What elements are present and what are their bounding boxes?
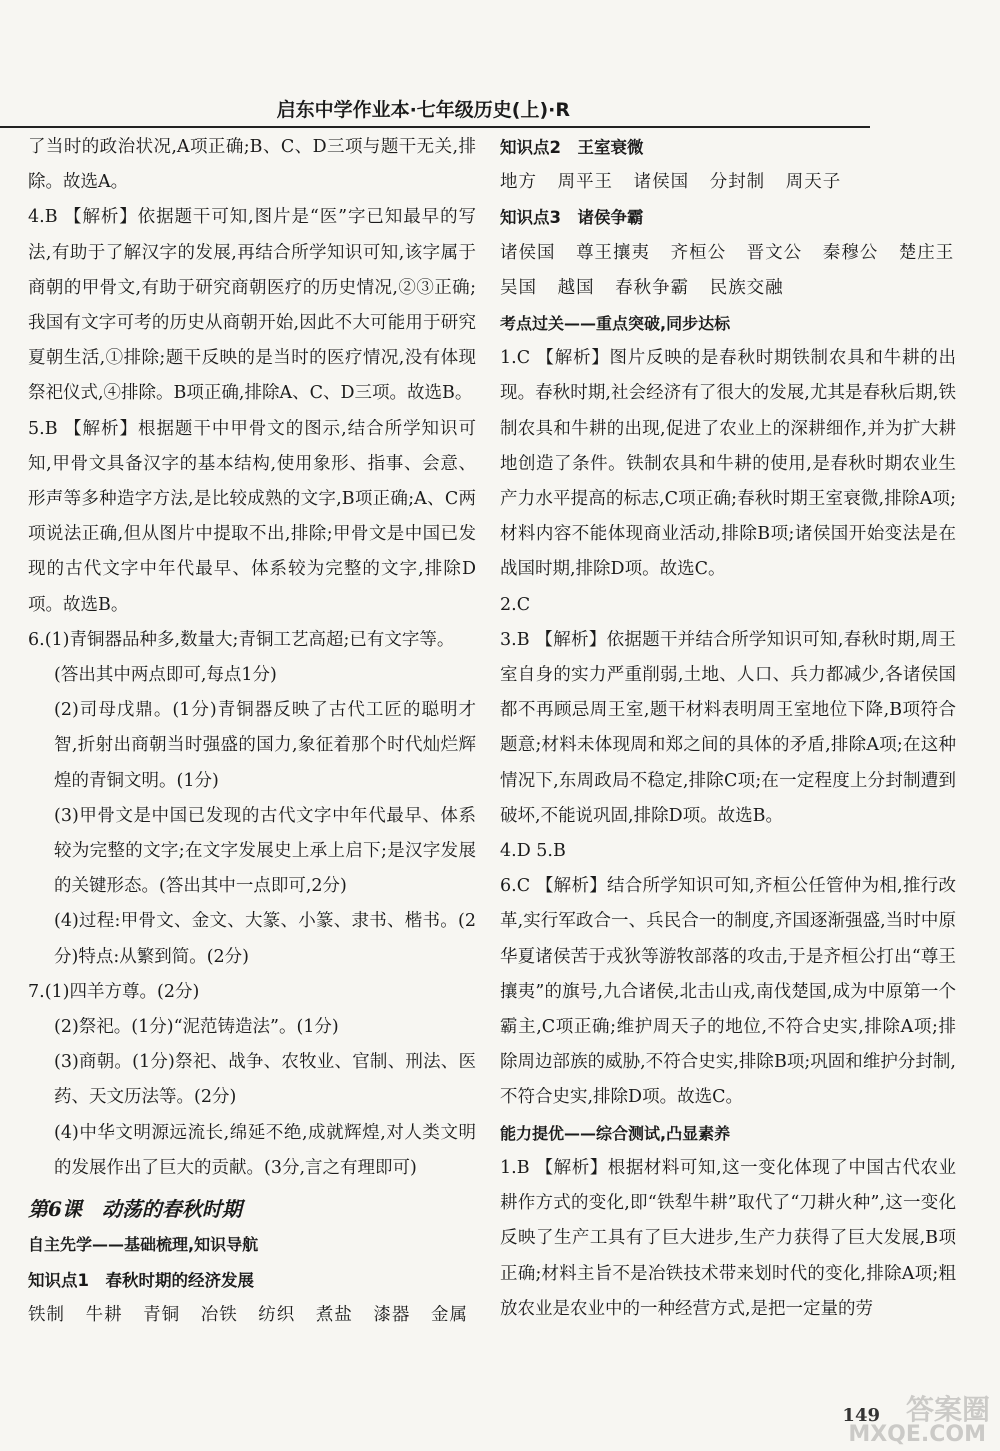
left-paragraph-2: 5.B 【解析】根据题干中甲骨文的图示,结合所学知识可知,甲骨文具备汉字的基本结构,使用象形、指事、会意、形声等多种造字方法,是比较成熟的文字,B项正确;A、C两项说法正确,但从图片中提取不出,排除;甲骨文是中国已发现的古代文字中年代最早、体系较为完整的文字,排除D项。故选B。 [28,418,476,615]
left-paragraph-10: (3)商朝。(1分)祭祀、战争、农牧业、官制、刑法、医药、天文历法等。(2分) [54,1052,476,1108]
right-paragraph-0: 知识点2 王室衰微 [500,138,644,157]
left-paragraph-0: 了当时的政治状况,A项正确;B、C、D三项与题干无关,排除。故选A。 [28,137,476,193]
right-paragraph-7: 2.C [500,594,531,615]
right-column [500,130,956,1327]
right-paragraph-8: 3.B 【解析】依据题干并结合所学知识可知,春秋时期,周王室自身的实力严重削弱,土地、人口、兵力都减少,各诸侯国都不再顾忌周王室,题干材料表明周王室地位下降,B项符合题意;材料未体现周和郑之间的具体的矛盾,排除A项;在这种情况下,东周政局不稳定,排除C项;在一定程度上分封制遭到破坏,不能说巩固,排除D项。故选B。 [500,629,956,826]
right-paragraph-3: 诸侯国 尊王攘夷 齐桓公 晋文公 秦穆公 楚庄王 [500,242,955,263]
left-paragraph-7: (4)过程:甲骨文、金文、大篆、小篆、隶书、楷书。(2分)特点:从繁到简。(2分) [54,911,476,967]
left-column [28,130,476,1333]
left-paragraph-3: 6.(1)青铜器品种多,数量大;青铜工艺高超;已有文字等。 [28,629,455,650]
right-paragraph-1: 地方 周平王 诸侯国 分封制 周天子 [500,172,842,193]
right-paragraph-2: 知识点3 诸侯争霸 [500,208,644,228]
watermark-url: MXQE.COM [848,1422,986,1447]
left-paragraph-14: 知识点1 春秋时期的经济发展 [28,1270,254,1290]
right-paragraph-11: 能力提优——综合测试,凸显素养 [500,1123,731,1143]
watermark-logo: 答案圈 [905,1393,990,1426]
right-paragraph-5: 考点过关——重点突破,同步达标 [500,314,731,334]
page-number: 149 [842,1405,880,1426]
right-paragraph-4: 吴国 越国 春秋争霸 民族交融 [500,277,784,298]
left-paragraph-5: (2)司母戊鼎。(1分)青铜器反映了古代工匠的聪明才智,折射出商朝当时强盛的国力,象征着那个时代灿烂辉煌的青铜文明。(1分) [54,700,476,791]
left-paragraph-15: 铁制 牛耕 青铜 冶铁 纺织 煮盐 漆器 金属 [28,1304,468,1325]
left-paragraph-12: 第6课 动荡的春秋时期 [28,1197,242,1222]
left-paragraph-4: (答出其中两点即可,每点1分) [54,665,277,686]
right-paragraph-12: 1.B 【解析】根据材料可知,这一变化体现了中国古代农业耕作方式的变化,即“铁犁牛耕”取代了“刀耕火种”,这一变化反映了生产工具有了巨大进步,生产力获得了巨大发展,B项正确;材料主旨不是冶铁技术带来划时代的变化,排除A项;粗放农业是农业中的一种经营方式,是把一定量的劳 [500,1157,956,1319]
right-paragraph-9: 4.D 5.B [500,841,566,862]
right-paragraph-10: 6.C 【解析】结合所学知识可知,齐桓公任管仲为相,推行改革,实行军政合一、兵民合一的制度,齐国逐渐强盛,当时中原华夏诸侯苦于戎狄等游牧部落的攻击,于是齐桓公打出“尊王攘夷”的旗号,九合诸侯,北击山戎,南伐楚国,成为中原第一个霸主,C项正确;维护周天子的地位,不符合史实,排除A项;排除周边部族的威胁,不符合史实,排除B项;巩固和维护分封制,不符合史实,排除D项。故选C。 [500,876,956,1108]
left-paragraph-8: 7.(1)四羊方尊。(2分) [28,981,200,1002]
left-paragraph-1: 4.B 【解析】依据题干可知,图片是“医”字已知最早的写法,有助于了解汉字的发展,再结合所学知识可知,该字属于商朝的甲骨文,有助于研究商朝医疗的历史情况,②③正确;我国有文字可考的历史从商朝开始,因此不大可能用于研究夏朝生活,①排除;题干反映的是当时的医疗情况,没有体现祭祀仪式,④排除。B项正确,排除A、C、D三项。故选B。 [28,207,476,404]
left-paragraph-9: (2)祭祀。(1分)“泥范铸造法”。(1分) [54,1017,339,1038]
right-paragraph-6: 1.C 【解析】图片反映的是春秋时期铁制农具和牛耕的出现。春秋时期,社会经济有了很大的发展,尤其是春秋后期,铁制农具和牛耕的出现,促进了农业上的深耕细作,并为扩大耕地创造了条件。铁制农具和牛耕的使用,是春秋时期农业生产力水平提高的标志,C项正确;春秋时期王室衰微,排除A项;材料内容不能体现商业活动,排除B项;诸侯国开始变法是在战国时期,排除D项。故选C。 [500,348,956,580]
page-header [0,96,870,128]
left-paragraph-13: 自主先学——基础梳理,知识导航 [28,1235,259,1255]
left-paragraph-11: (4)中华文明源远流长,绵延不绝,成就辉煌,对人类文明的发展作出了巨大的贡献。(3分,言之有理即可) [54,1122,476,1178]
left-paragraph-6: (3)甲骨文是中国已发现的古代文字中年代最早、体系较为完整的文字;在文字发展史上承上启下;是汉字发展的关键形态。(答出其中一点即可,2分) [54,805,476,897]
header-title: 启东中学作业本·七年级历史(上)·R [276,99,570,121]
